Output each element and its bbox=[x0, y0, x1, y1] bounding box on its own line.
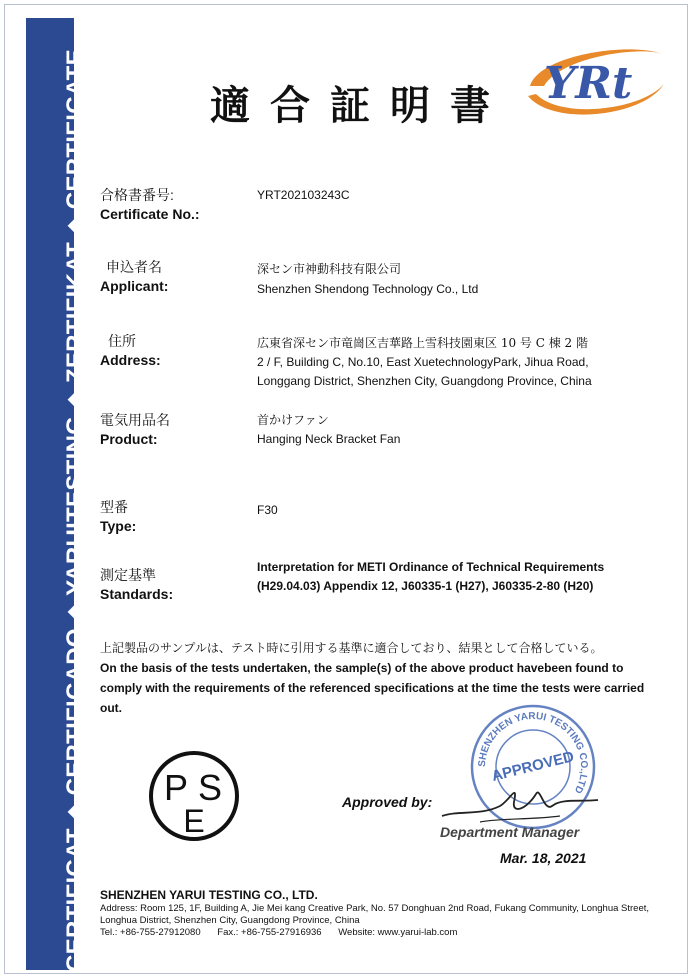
pse-mark bbox=[148, 750, 240, 842]
side-band bbox=[26, 18, 89, 972]
product-value-jp: 首かけファン bbox=[257, 413, 329, 427]
stamp-ring-text: SHENZHEN YARUI TESTING CO.,LTD bbox=[476, 710, 590, 795]
address-label-jp: 住所 bbox=[108, 333, 136, 349]
standards-label-jp: 測定基準 bbox=[100, 567, 156, 583]
product-label-en: Product: bbox=[100, 431, 158, 447]
signature bbox=[440, 772, 600, 832]
statement-en: On the basis of the tests undertaken, the sample(s) of the above product havebeen found to comply with the requirements of the referenced specifications at the time the tests were carried out. bbox=[100, 661, 645, 715]
applicant-label-jp: 申込者名 bbox=[106, 259, 162, 275]
product-value-en: Hanging Neck Bracket Fan bbox=[257, 432, 401, 446]
footer-contact bbox=[100, 927, 660, 939]
applicant-value-en: Shenzhen Shendong Technology Co., Ltd bbox=[257, 282, 479, 296]
footer-fax: Fax.: +86-755-27916936 bbox=[217, 927, 322, 938]
address-label-en: Address: bbox=[100, 352, 161, 368]
footer-tel: Tel.: +86-755-27912080 bbox=[100, 927, 201, 938]
type-value: F30 bbox=[257, 503, 278, 517]
pse-mark-p: P bbox=[163, 767, 189, 808]
applicant-value-jp: 深セン市神動科技有限公司 bbox=[257, 262, 402, 276]
footer-address: Address: Room 125, 1F, Building A, Jie Mei kang Creative Park, No. 57 Donghuan 2nd Road, Fukang Community, Longhua Street, Longhua District, Shenzhen City, Guangdong Province, China bbox=[100, 903, 650, 926]
approval-date: Mar. 18, 2021 bbox=[500, 850, 587, 866]
page-title: 適合証明書 bbox=[210, 82, 510, 129]
product-label-jp: 電気用品名 bbox=[100, 412, 170, 428]
standards-label bbox=[100, 566, 173, 604]
applicant-label-en: Applicant: bbox=[100, 278, 169, 294]
footer bbox=[100, 888, 660, 939]
address-value-jp: 広東省深セン市竜崗区吉華路上雪科技園東区 10 号 C 棟 2 階 bbox=[257, 336, 588, 350]
pse-mark-s: S bbox=[197, 767, 223, 808]
approved-by-label: Approved by: bbox=[342, 794, 433, 810]
standards-value-1: Interpretation for METI Ordinance of Technical Requirements bbox=[257, 560, 605, 574]
footer-company: SHENZHEN YARUI TESTING CO., LTD. bbox=[100, 888, 318, 902]
yrt-logo bbox=[522, 40, 668, 122]
standards-label-en: Standards: bbox=[100, 586, 174, 602]
stamp-center-text: APPROVED bbox=[489, 748, 576, 785]
address-label bbox=[100, 332, 161, 370]
type-label-jp: 型番 bbox=[100, 499, 128, 515]
address-value-en-1: 2 / F, Building C, No.10, East XuetechnologyPark, Jihua Road, bbox=[257, 355, 589, 369]
type-label-en: Type: bbox=[100, 518, 137, 534]
statement-jp: 上記製品のサンプルは、テスト時に引用する基準に適合しており、結果として合格している。 bbox=[100, 641, 603, 655]
manager-title: Department Manager bbox=[440, 824, 580, 840]
certificate-no-label bbox=[100, 186, 200, 224]
certificate-no-label-jp: 合格書番号: bbox=[100, 187, 174, 203]
logo-text: YRt bbox=[544, 58, 633, 109]
certificate-no-value: YRT202103243C bbox=[257, 188, 350, 202]
side-band-text: CERTIFICAT ◆ CERTIFICADO ◆ YARUITESTING ◆ ZERTIFIKAT ◆ CERTIFICATE bbox=[62, 49, 89, 972]
product-label bbox=[100, 411, 170, 449]
footer-website: Website: www.yarui-lab.com bbox=[338, 927, 458, 938]
type-label bbox=[100, 498, 136, 536]
pse-mark-e: E bbox=[183, 803, 205, 839]
standards-value-2: (H29.04.03) Appendix 12, J60335-1 (H27), J60335-2-80 (H20) bbox=[257, 579, 594, 593]
certificate-no-label-en: Certificate No.: bbox=[100, 206, 200, 222]
applicant-label bbox=[100, 258, 168, 296]
address-value-en-2: Longgang District, Shenzhen City, Guangdong Province, China bbox=[257, 374, 592, 388]
